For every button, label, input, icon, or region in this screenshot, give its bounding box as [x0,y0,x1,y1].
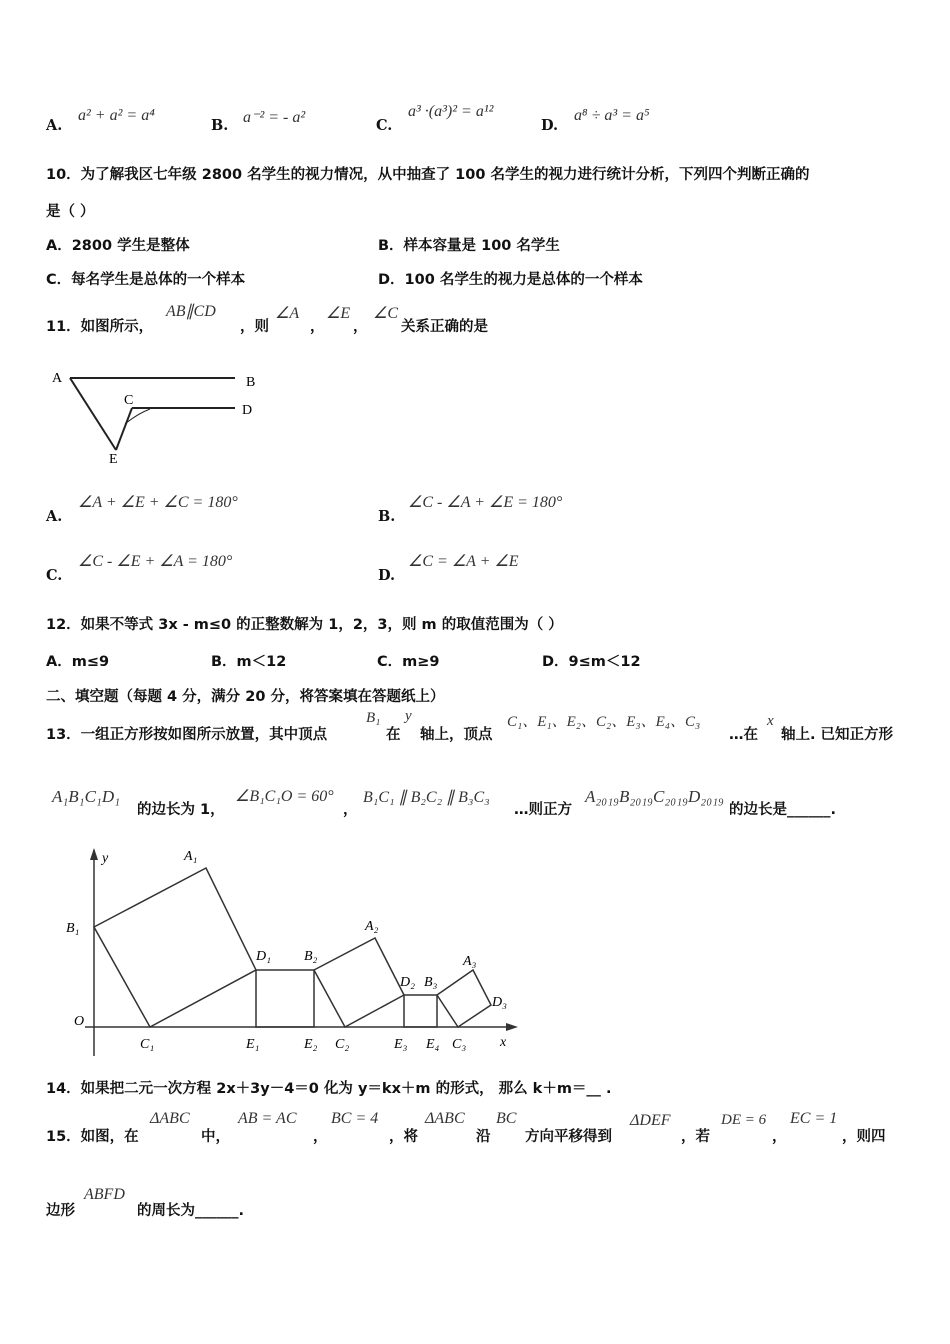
q11-opt-a-math: ∠A + ∠E + ∠C = 180° [78,494,238,511]
q13-label-b3: B₃ [424,975,438,990]
q13-square-1-shape [94,868,256,1027]
q11-comma2: ， [353,319,368,335]
q15-abfd: ABFD [84,1186,125,1203]
q13-square-e1e2 [256,970,314,1027]
q13-y: y [405,708,412,724]
q11-then: ，则 [240,319,269,335]
q11-fig-label-c: C [124,393,134,408]
q9-opt-c-label: C. [376,117,393,134]
q13-label-b1: B₁ [66,921,80,936]
q15-if: ，若 [681,1129,710,1145]
q9-opt-b-math: a⁻² = - a² [243,109,306,126]
q13-label-e4: E₄ [426,1037,440,1052]
q13-axis-vertex: 轴上，顶点 [420,727,493,743]
q11-line-ae [70,378,116,450]
q13-label-a3: A₃ [463,954,477,969]
q10-stem-line1: 10．为了解我区七年级 2800 名学生的视力情况，从中抽查了 100 名学生的视力进行统计分析，下列四个判断正确的 [46,167,810,183]
q13-x: x [767,713,774,729]
q11-fig-label-e: E [109,452,118,467]
q15-tri-def: ΔDEF [630,1112,671,1129]
q13-label-c2: C₂ [335,1037,350,1052]
q13-on: 在 [386,727,401,743]
section-2-heading: 二、填空题（每题 4 分，满分 20 分，将答案填在答题纸上） [46,689,445,705]
q12-opt-a: A．m≤9 [46,654,110,670]
q13-label-e2: E₂ [304,1037,318,1052]
q11-angle-e: ∠E [326,305,351,322]
q10-opt-d: D．100 名学生的视力是总体的一个样本 [378,272,643,288]
q13-angle: ∠B₁C₁O = 60° [235,788,334,805]
q13-side-is-1: 的边长为 1， [137,802,225,818]
q10-opt-b: B．样本容量是 100 名学生 [378,238,560,254]
q13-label-e3: E₃ [394,1037,408,1052]
q13-axis-known: 轴上. 已知正方形 [781,727,894,743]
q15-in: 中， [201,1129,230,1145]
q13-label-d1: D₁ [256,949,271,964]
q11-figure [40,360,280,470]
q13-b1: B₁ [366,710,381,726]
q15-along: 沿 [476,1129,491,1145]
q13-label-o: O [74,1014,85,1029]
q15-prefix: 15．如图，在 [46,1129,139,1145]
q11-comma1: ， [310,319,325,335]
q15-perimeter: 的周长为______. [137,1203,245,1219]
q9-opt-d-math: a⁸ ÷ a³ = a⁵ [574,107,650,124]
q13-label-y: y [102,851,109,866]
q12-opt-d: D．9≤m＜12 [542,654,641,670]
q11-opt-c-label: C. [46,567,63,584]
q9-opt-a-label: A. [46,117,63,134]
q15-comma-jiang: ，将 [389,1129,418,1145]
q12-opt-b: B．m＜12 [211,654,287,670]
q13-side-blank: 的边长是______. [729,802,837,818]
q15-tri-abc-2: ΔABC [425,1110,465,1127]
q11-line-ec [116,408,132,450]
q15-comma1: ， [313,1129,328,1145]
q10-opt-a: A．2800 学生是整体 [46,238,190,254]
q15-then-four: ，则四 [842,1129,886,1145]
q13-figure [60,840,530,1065]
q15-ec1: EC = 1 [790,1110,838,1127]
q15-tri-abc: ΔABC [150,1110,190,1127]
q11-opt-c-math: ∠C - ∠E + ∠A = 180° [78,553,233,570]
q13-comma: ， [343,802,358,818]
q13-label-x: x [500,1035,507,1050]
q11-opt-a-label: A. [46,508,63,525]
q11-prefix: 11．如图所示， [46,319,154,335]
q13-label-e1: E₁ [246,1037,260,1052]
q13-square-3-shape [437,970,491,1027]
q13-label-b2: B₂ [304,949,318,964]
q13-x-arrow [506,1023,518,1031]
q11-fig-label-b: B [246,375,256,390]
q12-opt-c: C．m≥9 [377,654,440,670]
q15-quad-prefix: 边形 [46,1203,75,1219]
q9-opt-b-label: B. [211,117,229,134]
q11-fig-label-a: A [52,371,63,386]
q11-opt-d-label: D. [378,567,396,584]
q15-bc: BC [496,1110,517,1127]
q11-opt-b-label: B. [378,508,396,525]
q15-de6: DE = 6 [721,1112,767,1128]
q9-opt-a-math: a² + a² = a⁴ [78,107,155,124]
q13-points: C₁、E₁、E₂、C₂、E₃、E₄、C₃ [507,714,701,730]
q13-square-2-shape [314,938,404,1027]
q13-label-c3: C₃ [452,1037,467,1052]
q13-label-a1: A₁ [184,849,198,864]
q11-ab-parallel-cd: AB∥CD [166,303,216,320]
q13-square-2019: A₂₀₁₉B₂₀₁₉C₂₀₁₉D₂₀₁₉ [585,787,724,806]
q11-suffix: 关系正确的是 [401,319,488,335]
q13-label-c1: C₁ [140,1037,155,1052]
q11-fig-label-d: D [242,403,253,418]
q15-bc4: BC = 4 [331,1110,379,1127]
q15-translate: 方向平移得到 [525,1129,612,1145]
q11-angle-a: ∠A [275,305,300,322]
q10-stem-line2: 是（ ） [46,204,95,220]
q13-square-1: A₁B₁C₁D₁ [52,787,121,806]
q11-opt-b-math: ∠C - ∠A + ∠E = 180° [408,494,563,511]
q14-stem: 14．如果把二元一次方程 2x＋3y－4＝0 化为 y＝kx＋m 的形式， 那么 k＋m＝__ . [46,1081,612,1097]
q11-angle-c: ∠C [373,305,399,322]
q10-opt-c: C．每名学生是总体的一个样本 [46,272,246,288]
q15-comma2: ， [772,1129,787,1145]
q13-label-d3: D₃ [492,995,507,1010]
q13-part1: 13．一组正方形按如图所示放置，其中顶点 [46,727,328,743]
q13-parallels: B₁C₁ ∥ B₂C₂ ∥ B₃C₃ [363,789,490,806]
q13-dots-on: …在 [729,727,758,743]
q13-y-arrow [90,848,98,860]
q13-label-d2: D₂ [400,975,415,990]
q13-label-a2: A₂ [365,919,379,934]
q9-opt-d-label: D. [541,117,559,134]
q11-opt-d-math: ∠C = ∠A + ∠E [408,553,519,570]
q12-stem: 12．如果不等式 3x - m≤0 的正整数解为 1，2，3，则 m 的取值范围为（ ） [46,617,563,633]
q15-ab-ac: AB = AC [238,1110,297,1127]
q13-then-square: …则正方 [514,802,572,818]
q13-square-e3e4 [404,995,437,1027]
q9-opt-c-math: a³ ·(a³)² = a¹² [408,103,494,120]
